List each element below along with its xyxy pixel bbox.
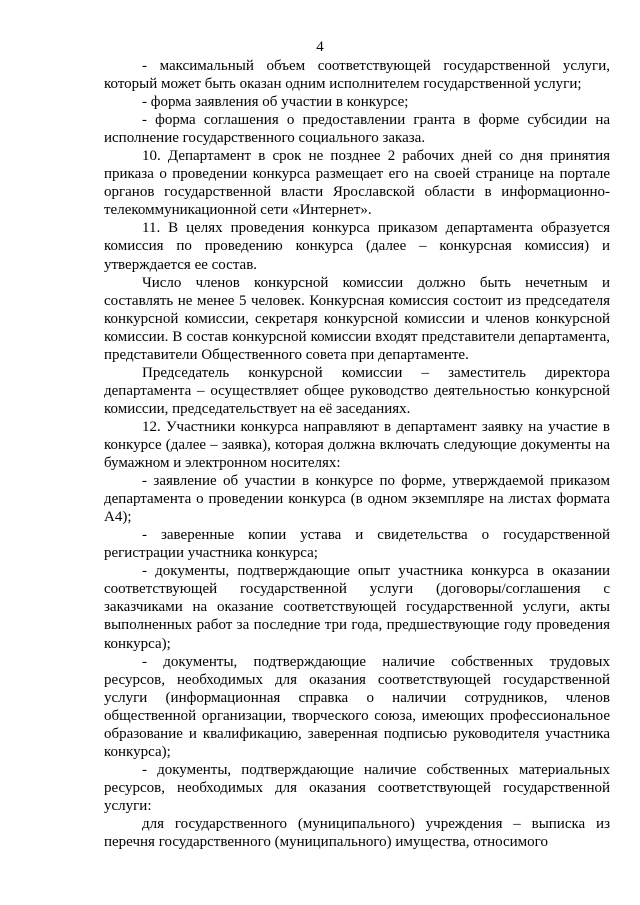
paragraph-application-statement: - заявление об участии в конкурсе по форме, утверждаемой приказом департамента о проведении конкурса (в одном экземпляре на листах формата А4); <box>104 473 610 526</box>
paragraph-commission-members: Число членов конкурсной комиссии должно быть нечетным и составлять не менее 5 человек. Конкурсная комиссия состоит из председателя конкурсной комиссии, секретаря конкурсной комиссии и членов конкурсной комиссии. В состав конкурсной комиссии входят представители департамента, представители Общественного совета при департаменте. <box>104 274 610 363</box>
paragraph-agreement-form: - форма соглашения о предоставлении гранта в форме субсидии на исполнение государственного социального заказа. <box>104 112 610 147</box>
document-body <box>104 57 610 851</box>
paragraph-labor-resources: - документы, подтверждающие наличие собственных трудовых ресурсов, необходимых для оказания соответствующей государственной услуги (информационная справка о наличии сотрудников, членов общественной организации, творческого союза, имеющих профессиональное образование и квалификацию, заверенная подписью руководителя участника конкурса); <box>104 653 610 760</box>
page-number: 4 <box>316 39 324 55</box>
paragraph-item-11: 11. В целях проведения конкурса приказом департамента образуется комиссия по проведению конкурса (далее – конкурсная комиссия) и утверждается ее состав. <box>104 220 610 273</box>
paragraph-material-resources: - документы, подтверждающие наличие собственных материальных ресурсов, необходимых для оказания соответствующей государственной услуги: <box>104 761 610 814</box>
paragraph-service-volume: - максимальный объем соответствующей государственной услуги, который может быть оказан одним исполнителем государственной услуги; <box>104 58 610 93</box>
paragraph-commission-chair: Председатель конкурсной комиссии – заместитель директора департамента – осуществляет общее руководство деятельностью конкурсной комиссии, председательствует на её заседаниях. <box>104 364 610 417</box>
paragraph-experience-documents: - документы, подтверждающие опыт участника конкурса в оказании соответствующей государственной услуги (договоры/соглашения с заказчиками на оказание соответствующей государственной услуги, акты выполненных работ за последние три года, предшествующие году проведения конкурса); <box>104 563 610 652</box>
paragraph-item-10: 10. Департамент в срок не позднее 2 рабочих дней со дня принятия приказа о проведении конкурса размещает его на своей странице на портале органов государственной власти Ярославской области в информационно-телекоммуникационной сети «Интернет». <box>104 148 610 219</box>
paragraph-state-institution: для государственного (муниципального) учреждения – выписка из перечня государственного (муниципального) имущества, относимого <box>104 815 610 851</box>
paragraph-item-12: 12. Участники конкурса направляют в департамент заявку на участие в конкурсе (далее – заявка), которая должна включать следующие документы на бумажном и электронном носителях: <box>104 418 610 472</box>
paragraph-charter-copies: - заверенные копии устава и свидетельства о государственной регистрации участника конкурса; <box>104 527 610 562</box>
paragraph-application-form: - форма заявления об участии в конкурсе; <box>142 94 409 111</box>
